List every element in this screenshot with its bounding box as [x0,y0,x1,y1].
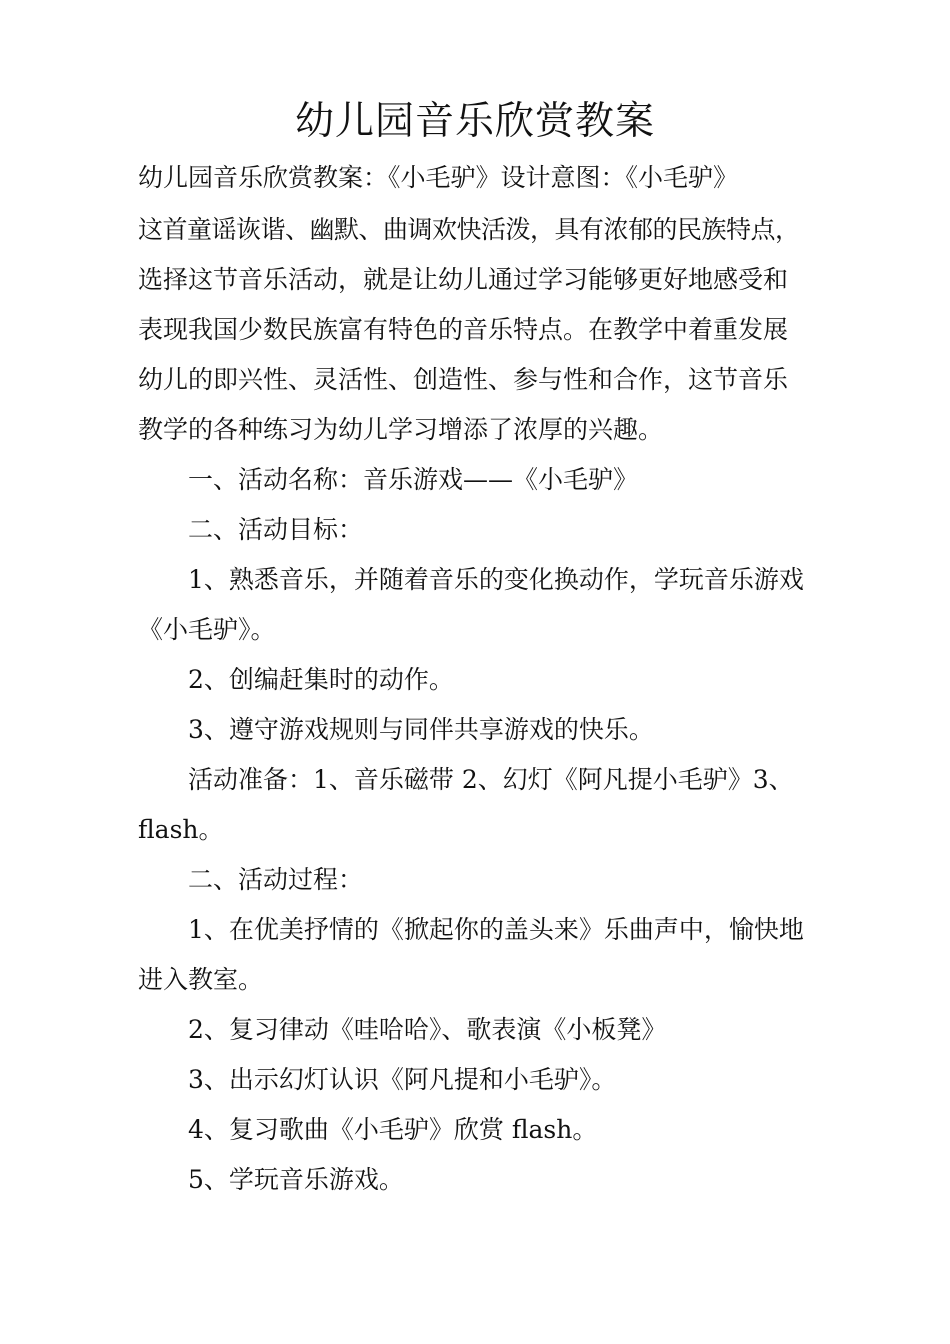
section-heading: 二、活动目标： [188,515,364,544]
preparation-line: 活动准备：1、音乐磁带 2、幻灯《阿凡提小毛驴》3、 [188,765,794,794]
list-item: 1、熟悉音乐，并随着音乐的变化换动作，学玩音乐游戏 [188,565,804,594]
list-item: 5、学玩音乐游戏。 [188,1165,404,1194]
list-item: 3、遵守游戏规则与同伴共享游戏的快乐。 [188,715,654,744]
list-item: 2、复习律动《哇哈哈》、歌表演《小板凳》 [188,1015,667,1044]
paragraph-line: 幼儿园音乐欣赏教案：《小毛驴》设计意图：《小毛驴》 [138,163,739,192]
list-item: 4、复习歌曲《小毛驴》欣赏 flash。 [188,1115,598,1144]
list-item-continuation: 进入教室。 [138,965,264,994]
preparation-continuation: flash。 [138,815,224,844]
list-item: 3、出示幻灯认识《阿凡提和小毛驴》。 [188,1065,617,1094]
paragraph-line: 选择这节音乐活动，就是让幼儿通过学习能够更好地感受和 [138,265,789,294]
document-title: 幼儿园音乐欣赏教案 [294,99,655,144]
paragraph-line: 表现我国少数民族富有特色的音乐特点。在教学中着重发展 [138,315,789,344]
list-item: 2、创编赶集时的动作。 [188,665,454,694]
paragraph-line: 幼儿的即兴性、灵活性、创造性、参与性和合作，这节音乐 [138,365,789,394]
list-item: 1、在优美抒情的《掀起你的盖头来》乐曲声中，愉快地 [188,915,804,944]
section-heading: 一、活动名称：音乐游戏——《小毛驴》 [188,465,639,494]
paragraph-line: 这首童谣诙谐、幽默、曲调欢快活泼，具有浓郁的民族特点， [138,215,800,244]
section-heading: 二、活动过程： [188,865,364,894]
paragraph-line: 教学的各种练习为幼儿学习增添了浓厚的兴趣。 [138,415,664,444]
list-item-continuation: 《小毛驴》。 [138,615,276,644]
